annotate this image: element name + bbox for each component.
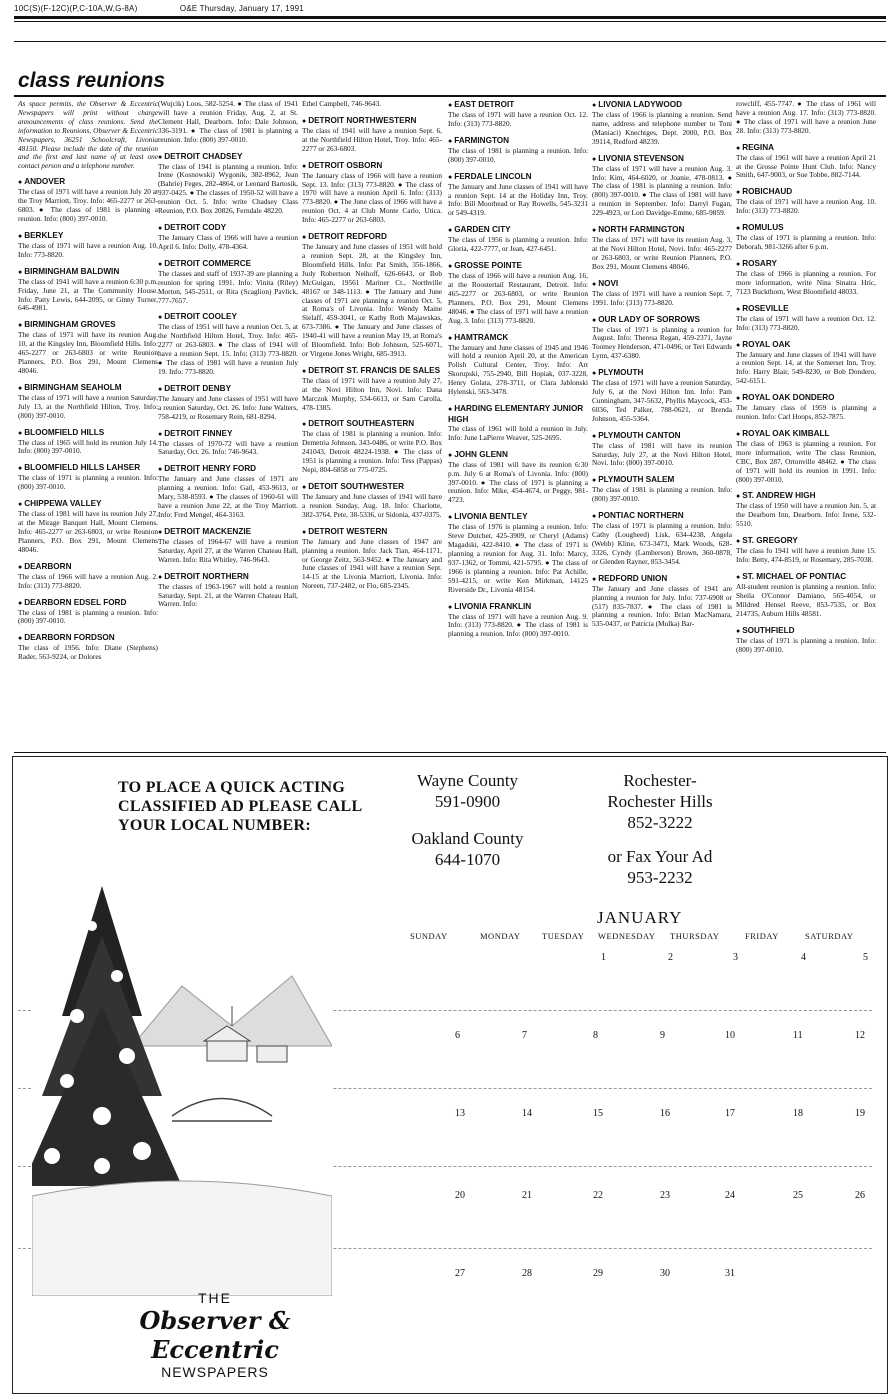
reunion-details: The class of 1963 is planning a reunion. For more information, write The class Reunion, CBC, Box 287, Ortonville 48462. ● The class of 1971 will hold its reunion in 1991. Info: (800) 397-0010. [736, 438, 876, 484]
reunion-details: The class of 1981 will have its reunion Saturday, July 27, at the Novi Hilton Hotel, Novi. Info: (800) 397-0010. [592, 440, 732, 468]
reunion-details: The January and June classes of 1947 are planning a reunion. Info: Jack Tian, 464-1171, or George Zeitz, 563-9452. ● The January and June classes of 1941 will have a reunion Sept. 14-15 at the Livonia Marriott, Livonia. Info: Noreen, 737-2482, or Flo, 685-2345. [302, 536, 442, 591]
reunion-details: The class of 1971 is planning a reunion. Info: (800) 397-0010. [736, 635, 876, 654]
reunion-column [448, 100, 588, 752]
reunion-details: The class of 1971 will have a reunion Aug. 9. Info: (313) 773-8820. ● The class of 1981 is planning a reunion. Info: (800) 397-0010. [448, 611, 588, 639]
reunion-entry [158, 152, 298, 216]
school-name: ● BIRMINGHAM SEAHOLM [18, 383, 158, 394]
page-header [14, 4, 304, 13]
school-name: ● SOUTHFIELD [736, 626, 876, 637]
reunion-entry [158, 100, 298, 145]
reunion-entry [302, 100, 442, 109]
reunion-entry [18, 177, 158, 224]
weekday-label: WEDNESDAY [598, 931, 656, 941]
reunion-entry [448, 512, 588, 594]
reunion-details: The January class of 1966 will have a reunion Sept. 13. Info: (313) 773-8820. ● The class of 1970 will have a reunion April 6. Info: (313) 773-8820. ● The June class of 1966 will have a reunion Oct. 4 at Club Monte Carlo, Utica. Info: 465-2277 or 263-6803. [302, 170, 442, 225]
header-rule-thin [14, 21, 886, 22]
reunion-details: The class of 1971 is planning a reunion. Info: Cathy (Lougheed) Lisk, 634-4238, Angela (Webb) Kline, 673-3473, Mark Woods, 628-3326, Cyndy (Lamberson) Brown, 360-0878, or Glenden Rayner, 853-3454. [592, 521, 732, 566]
reunion-details: The January and June classes of 1941 will have a reunion Sunday, Aug. 18. Info: Charlotte, 382-3764, Pete, 38-5336, or Sidonia, 437-0375. [302, 492, 442, 519]
reunion-entry [18, 231, 158, 260]
reunion-entry [158, 527, 298, 565]
reunion-entry [736, 393, 876, 422]
logo-masthead: Observer & Eccentric [139, 1306, 291, 1364]
calendar-day: 24 [725, 1190, 735, 1201]
header-rule [14, 16, 886, 19]
reunion-entry [448, 100, 588, 129]
reunion-entry [18, 499, 158, 555]
school-name: ● DETROIT SOUTHEASTERN [302, 419, 442, 430]
reunion-entry [448, 136, 588, 165]
reunion-entry [18, 598, 158, 627]
reunion-details: The class of 1981 will have its reunion July 27, at the Mirage Banquet Hall, Mount Clemens. Info: 465-2277 or 263-6803, or write Reunion Planners, P.O. Box 291, Mount Clemens 48046. [18, 509, 158, 554]
reunion-column [736, 100, 876, 752]
reunion-details: The class of 1976 is planning a reunion. Info: Steve Dutcher, 425-3909, or Cheryl (Adams) Magadski, 422-8410. ● The class of 1971 is planning a reunion for Aug. 31. Info: Marcy, 937-1362, or Tommi, 421-5795. ● The class of 1966 is planning a reunion. Info: Pat Achille, 591-4215, or write Ken Mirkman, 14125 Riverside Dr., Livonia 48154. [448, 522, 588, 594]
rochester-block [585, 770, 735, 833]
reunion-details: The class of 1971 will have a reunion Saturday, July 6, at the Novi Hilton Inn. Info: Pam Cunningham, 347-5632, Phyllis Maycock, 453-6036, Ted Palker, 788-0621, or Brenda Johnson, 455-5364. [592, 378, 732, 423]
school-name: ● ST. GREGORY [736, 536, 876, 547]
reunion-entry [18, 428, 158, 457]
reunion-details: The January and June classes of 1941 will have a reunion Sept. 14, at the Somerset Inn, Troy. Info: Harry Blair, 549-8230, or Bob Dondero, 542-6151. [736, 349, 876, 386]
school-name: ● DETROIT CHADSEY [158, 152, 298, 163]
reunion-entry [302, 527, 442, 591]
reunion-entry [302, 161, 442, 225]
school-name: ● DETROIT MACKENZIE [158, 527, 298, 538]
school-name: ● BIRMINGHAM BALDWIN [18, 267, 158, 278]
calendar-day: 12 [855, 1030, 865, 1041]
reunion-details: The class of 1971 is planning a reunion. Info: Deborah, 981-3266 after 6 p.m. [736, 233, 876, 252]
reunion-entry [736, 429, 876, 485]
winter-tree-illustration [32, 866, 332, 1296]
school-name: ● DETROIT ST. FRANCIS DE SALES [302, 366, 442, 377]
reunion-details: The January and June classes of 1941 will have a reunion Sept. 14 at the Holiday Inn, Troy. Info: Bill Moorhead or Ray Rowells, 545-3231 or 549-4319. [448, 181, 588, 218]
calendar-day: 13 [455, 1108, 465, 1119]
calendar-day: 1 [601, 952, 606, 963]
school-name: ● ROSARY [736, 259, 876, 270]
reunion-details: The class of 1981 is planning a reunion. Info: (800) 397-0010. [18, 607, 158, 626]
oakland-county-phone: 644-1070 [434, 850, 501, 869]
calendar-day: 22 [593, 1190, 603, 1201]
reunion-entry [736, 626, 876, 655]
school-name: ● JOHN GLENN [448, 450, 588, 461]
school-name: ● DETROIT OSBORN [302, 161, 442, 172]
reunion-details: The class of 1941 is planning a reunion. Info: Irene (Kosnowski) Wygonik, 382-8962, Jean (Bahrie) Feges, 282-4864, or Leonard Bartosik, 937-0425. ● The classes of 1950-52 will have a reunion Oct. 5. Info: write Chadsey Class Reunion, P.O. Box 20826, Ferndale 48220. [158, 161, 298, 216]
reunion-details: The class of 1971 is planning a reunion. Info: (800) 397-0010. [18, 473, 158, 492]
logo-the: THE [198, 1290, 232, 1306]
reunion-entry [302, 482, 442, 520]
reunion-column [158, 100, 298, 752]
reunion-details: The classes of 1970-72 will have a reunion Saturday, Oct. 26. Info: 746-9643. [158, 438, 298, 457]
reunion-entry [448, 450, 588, 506]
school-name: ● DETROIT CODY [158, 223, 298, 234]
reunion-entry [592, 431, 732, 469]
calendar-day: 14 [522, 1108, 532, 1119]
oakland-county-block [395, 828, 540, 870]
school-name: ● DETROIT FINNEY [158, 429, 298, 440]
reunion-column [18, 100, 158, 752]
reunion-details: The class of 1971 is planning a reunion for August. Info: Theresa Regan, 459-2371, Jayne Toomey Henderson, 471-0496, or Teri Edwards Lynn, 437-6380. [592, 324, 732, 361]
school-name: ● PONTIAC NORTHERN [592, 511, 732, 522]
reunion-entry [18, 633, 158, 662]
school-name: ● OUR LADY OF SORROWS [592, 315, 732, 326]
reunion-entry [592, 511, 732, 567]
reunion-entry [592, 475, 732, 504]
fax-block [585, 846, 735, 888]
school-name: ● NOVI [592, 279, 732, 290]
reunion-details: The class of 1966 is planning a reunion. For more information, write Nina Sinatra Hric, 7123 Buckthorn, West Bloomfield 48033. [736, 268, 876, 296]
ad-headline: TO PLACE A QUICK ACTING CLASSIFIED AD PLEASE CALL YOUR LOCAL NUMBER: [118, 779, 362, 834]
reunion-details: The classes and staff of 1937-39 are planning a reunion for spring 1991. Info: Vinita (Riley) Morton, 545-2511, or Rita (Scaglion) Pavlick, 777-7657. [158, 268, 298, 305]
school-name: ● ROYAL OAK KIMBALL [736, 429, 876, 440]
reunion-entry [592, 225, 732, 272]
reunion-entry [592, 279, 732, 308]
reunion-entry [448, 261, 588, 325]
calendar-day: 21 [522, 1190, 532, 1201]
weekday-label: THURSDAY [670, 931, 720, 941]
calendar-day: 3 [733, 952, 738, 963]
wayne-county-phone: 591-0900 [434, 792, 501, 811]
calendar-day: 29 [593, 1268, 603, 1279]
school-name: ● FARMINGTON [448, 136, 588, 147]
school-name: ● ROYAL OAK DONDERO [736, 393, 876, 404]
reunion-details: The class fo 1941 will have a reunion June 15. Info: Betty, 474-8519, or Rosemary, 285-7038. [736, 546, 876, 565]
header-date: O&E Thursday, January 17, 1991 [179, 4, 304, 13]
calendar-day: 11 [793, 1030, 803, 1041]
reunion-details: The class of 1971 will have its reunion Aug. 10, at the Kingsley Inn, Bloomfield Hills. Info: 465-2277 or 263-6803 or write Reunion Planners, P.O. Box 291, Mount Clemens 48046. [18, 330, 158, 375]
header-section-codes: 10C(S)(F-12C)(P,C-10A,W,G-8A) [14, 4, 138, 13]
school-name: ● BLOOMFIELD HILLS LAHSER [18, 463, 158, 474]
school-name: ● DETROIT COOLEY [158, 312, 298, 323]
reunion-details: The class of 1965 will hold its reunion July 14. Info: (800) 397-0010. [18, 437, 158, 456]
reunion-entry [18, 562, 158, 591]
reunion-details: The class of 1961 will hold a reunion in July. Info: June LaPierre Weaver, 525-2695. [448, 423, 588, 442]
school-name: ● ROMULUS [736, 223, 876, 234]
reunion-entry [158, 464, 298, 520]
reunion-details: The class of 1981 is planning a reunion. Info: Demetria Johnson, 343-0486, or write P.O. Box 241043, Detroit 48224-1938. ● The class of 1951 is planning a reunion. Info: Tess (Pappas) Nepi, 804-6858 or 775-0725. [302, 429, 442, 475]
weekday-label: MONDAY [480, 931, 521, 941]
reunion-entry [736, 304, 876, 333]
reunion-details: The class of 1966 will have a reunion Aug. 2. Info: (313) 773-8820. [18, 571, 158, 590]
calendar-day: 2 [668, 952, 673, 963]
reunion-details: The class of 1971 will have a reunion July 20 at the Troy Marriott, Troy. Info: 465-2277 or 263-6803. ● The class of 1981 is planning a reunion. Info: (800) 397-0010. [18, 187, 158, 223]
wayne-county-block [395, 770, 540, 812]
reunion-entry [736, 259, 876, 297]
school-name: ● GARDEN CITY [448, 225, 588, 236]
reunion-details: The class of 1971 will have its reunion Aug. 3, at the Novi Hilton Hotel, Novi. Info: 465-2277 or 263-6803, or write Reunion Planners, P.O. Box 291, Mount Clemens 48046. [592, 235, 732, 271]
reunion-details: The January Class of 1966 will have a reunion April 6. Info: Dolly, 478-4364. [158, 232, 298, 251]
reunion-entry [736, 223, 876, 252]
section-rule [14, 41, 886, 42]
school-name: ● LIVONIA STEVENSON [592, 154, 732, 165]
school-name: ● DETROIT WESTERN [302, 527, 442, 538]
school-name: ● PLYMOUTH CANTON [592, 431, 732, 442]
calendar-day: 8 [593, 1030, 598, 1041]
school-name: ● LIVONIA FRANKLIN [448, 602, 588, 613]
reunion-entry [736, 340, 876, 387]
reunion-details: The class of 1961 will have a reunion April 21 at the Grosse Pointe Hunt Club. Info: Nancy Smith, 647-9003, or Sue Tobbe, 882-7144. [736, 152, 876, 180]
calendar-day: 15 [593, 1108, 603, 1119]
reunion-details: The January and June classes of 1945 and 1946 will hold a reunion April 20, at the American Polish Cultural Center, Troy. Info: Art Skorupski, 755-2940, Bill Hopiak, 037-3228, Henry Golata, 278-3711, or Clara Jablonski Hylenski, 563-3478. [448, 342, 588, 397]
reunion-details: The class of 1971 will have a reunion Sept. 7, 1991. Info: (313) 773-8820. [592, 288, 732, 307]
reunion-details: The class of 1956 is planning a reunion. Info: Gloria, 422-7777, or Jean, 427-6451. [448, 235, 588, 254]
calendar-day: 23 [660, 1190, 670, 1201]
reunion-details: The class of 1981 is planning a reunion. Info: (800) 397-0010. [448, 145, 588, 164]
calendar-month: JANUARY [597, 908, 683, 927]
reunion-details: The class of 1951 will have a reunion Oct. 5, at the Northfield Hilton Hotel, Troy. Info: 465-2277 or 263-6803. ● The class of 1941 will have a reunion Sept. 15. Info: (313) 773-8820. ● The class of 1981 will have a reunion July 19. Info: 773-8820. [158, 322, 298, 376]
reunion-details: The January and June classes of 1951 will have a reunion Saturday, Oct. 26. Info: June Walters, 758-4219, or Rosemary Rein, 681-8294. [158, 393, 298, 421]
calendar-day: 9 [660, 1030, 665, 1041]
oakland-county-label: Oakland County [411, 829, 524, 848]
reunion-entry [158, 429, 298, 458]
school-name: ● ANDOVER [18, 177, 158, 188]
reunion-entry [18, 463, 158, 492]
reunion-entry [448, 225, 588, 254]
reunion-entry [736, 143, 876, 181]
school-name: ● HARDING ELEMENTARY JUNIOR HIGH [448, 404, 588, 425]
school-name: ● DETROIT NORTHERN [158, 572, 298, 583]
calendar-day: 10 [725, 1030, 735, 1041]
reunion-details: Ethel Campbell, 746-9643. [302, 100, 382, 108]
calendar-day: 7 [522, 1030, 527, 1041]
reunion-details: (Wujcik) Loos, 582-5254. ● The class of 1941 will have a reunion Friday, Aug. 2, at St. Clement Hall, Dearborn. Info: Dale Johnson, 336-3191. ● The class of 1981 is planning a reunion. Info: (800) 397-0010. [158, 100, 298, 144]
reunion-entry [302, 116, 442, 154]
school-name: ● PLYMOUTH [592, 368, 732, 379]
calendar-day: 19 [855, 1108, 865, 1119]
reunion-entry [18, 320, 158, 376]
reunion-entry [158, 223, 298, 252]
reunion-details: The January and June classes of 1941 are planning a reunion for July. Info: 737-6908 or (517) 835-7837. ● The class of 1981 is planning a reunion. Info: Brian MacNamara, 535-0437, or Patricia (Mulka) Bar- [592, 583, 732, 629]
section-title: class reunions [18, 69, 166, 92]
reunion-details: The class of 1941 will have a reunion 6:30 p.m. Friday, June 21, at The Community House. Info: Patty Lewis, 644-2095, or Ginny Turner, 646-4981. [18, 276, 158, 313]
school-name: ● FERDALE LINCOLN [448, 172, 588, 183]
reunion-entry [302, 419, 442, 475]
school-name: ● HAMTRAMCK [448, 333, 588, 344]
reunion-entry [736, 536, 876, 565]
reunion-entry [448, 333, 588, 397]
calendar-day: 18 [793, 1108, 803, 1119]
reunion-details: The class of 1971 will have a reunion Oct. 12. Info: (313) 773-8820. [448, 110, 588, 128]
reunion-details: The class of 1971 will have a reunion Aug. 10. Info: (313) 773-8820. [736, 197, 876, 216]
school-name: ● CHIPPEWA VALLEY [18, 499, 158, 510]
school-name: ● DETROIT NORTHWESTERN [302, 116, 442, 127]
reunion-entry [158, 384, 298, 422]
rochester-label: Rochester- [623, 771, 697, 790]
reunion-details: The class of 1966 will have a reunion Aug. 16, at the Roostertail Restaurant, Detroit. Info: 465-2277 or 263-6803, or write Reunion Planners, P.O. Box 291, Mount Clemens 48046. ● The class of 1971 will have a reunion Aug. 3. Info: (313) 773-8820. [448, 271, 588, 325]
reunion-entry [736, 100, 876, 136]
school-name: ● LIVONIA LADYWOOD [592, 100, 732, 111]
reunion-details: The class of 1971 will have a reunion Oct. 12. Info: (313) 773-8820. [736, 313, 876, 332]
logo-newspapers: NEWSPAPERS [161, 1364, 269, 1380]
wayne-county-label: Wayne County [416, 771, 519, 790]
reunion-details: rowcliff, 455-7747. ● The class of 1961 will have a reunion Aug. 17. Info: (313) 773-8820. ● The class of 1971 will have a reunion June 28. Info: (313) 773-8820. [736, 100, 876, 135]
reunion-entry [736, 187, 876, 216]
calendar-day: 26 [855, 1190, 865, 1201]
reunion-entry [736, 491, 876, 529]
intro-text: As space permits, the Observer & Eccentric Newspapers will print without charge announcements of class reunions. Send the information to Reunions, Observer & Eccentric Newspapers, 36251 Schoolcraft, Livonia 48150. Please include the date of the reunion and the first and last name of at least one contact person and a telephone number. [18, 100, 158, 171]
reunion-details: The class of 1941 will have a reunion Sept. 6, at the Northfield Hilton Hotel, Troy. Info: 465-2277 or 263-6803. [302, 125, 442, 153]
calendar-day: 25 [793, 1190, 803, 1201]
reunion-details: The class of 1971 will have a reunion Aug. 3. Info: Kim, 464-6020, or Joanie, 478-0813. ● The class of 1981 is planning a reunion. Info: (800) 397-0010. ● The class of 1981 will have a reunion in September. Info: Darryl Fugan, 229-4923, or Lori Davidge-Emme, 685-9859. [592, 163, 732, 218]
reunion-entry [302, 232, 442, 359]
reunion-details: All-student reunion is planning a reunion. Info: Sheila O'Connor Damiano, 565-4054, or Mildred Hensel Reeve, 853-7535, or Box 214735, Auburn Hills 48581. [736, 582, 876, 618]
reunion-details: The class of 1950 will have a reunion Jun. 5, at the Dearborn Inn, Dearborn. Info: Irene, 532-5510. [736, 501, 876, 529]
reunion-details: The class of 1981 is planning a reunion. Info: (800) 397-0010. [592, 485, 732, 504]
calendar-day: 28 [522, 1268, 532, 1279]
school-name: ● REDFORD UNION [592, 574, 732, 585]
reunion-entry [158, 259, 298, 306]
newspaper-logo [85, 1290, 345, 1380]
school-name: ● DETROIT DENBY [158, 384, 298, 395]
reunion-entry [448, 404, 588, 443]
reunion-entry [592, 154, 732, 218]
school-name: ● ROYAL OAK [736, 340, 876, 351]
reunion-entry [736, 572, 876, 619]
calendar-day: 30 [660, 1268, 670, 1279]
reunion-entry [592, 100, 732, 147]
rochester-hills-label: Rochester Hills [607, 792, 713, 811]
school-name: ● REGINA [736, 143, 876, 154]
calendar-day: 5 [863, 952, 868, 963]
reunion-entry [448, 602, 588, 640]
school-name: ● PLYMOUTH SALEM [592, 475, 732, 486]
calendar-day: 16 [660, 1108, 670, 1119]
columns-bottom-rule [14, 752, 886, 753]
school-name: ● DETOIT SOUTHWESTER [302, 482, 442, 493]
calendar-day: 31 [725, 1268, 735, 1279]
school-name: ● BERKLEY [18, 231, 158, 242]
reunion-entry [592, 574, 732, 630]
reunion-details: The class of 1971 will have a reunion Saturday, July 13, at the Northfield Hilton, Troy. Info: (800) 397-0010. [18, 392, 158, 420]
school-name: ● ROSEVILLE [736, 304, 876, 315]
school-name: ● DEARBORN EDSEL FORD [18, 598, 158, 609]
school-name: ● NORTH FARMINGTON [592, 225, 732, 236]
reunion-details: The class of 1971 will have a reunion July 27, at the Novi Hilton Inn, Novi. Info: Dana Marczuk Murphy, 534-6613, or Sam Carolla, 478-1385. [302, 375, 442, 412]
reunion-entry [302, 366, 442, 413]
reunion-column [302, 100, 442, 752]
school-name: ● EAST DETROIT [448, 100, 588, 111]
reunion-details: The January class of 1959 is planning a reunion. Info: Carl Hoops, 852-7875. [736, 403, 876, 422]
reunion-entry [158, 572, 298, 610]
reunion-column [592, 100, 732, 752]
school-name: ● DEARBORN FORDSON [18, 633, 158, 644]
reunion-entry [18, 383, 158, 421]
reunion-entry [448, 172, 588, 219]
calendar-day: 27 [455, 1268, 465, 1279]
reunion-details: The classes of 1964-67 will have a reunion Saturday, April 27, at the Warren Chateau Hall, Warren. Info: Rita Whitley, 746-9643. [158, 536, 298, 564]
calendar-day: 6 [455, 1030, 460, 1041]
fax-label: or Fax Your Ad [607, 847, 713, 866]
reunion-entry [158, 312, 298, 376]
reunion-details: The class of 1971 will have a reunion Aug. 10. Info: 773-8820. [18, 240, 158, 259]
calendar-day: 20 [455, 1190, 465, 1201]
reunion-details: The class of 1966 is planning a reunion. Send name, address and telephone number to Toni (Maniaci) Knechtges, Dept. 2000, P.O. Box 39114, Redford 48239. [592, 110, 732, 146]
school-name: ● DETROIT COMMERCE [158, 259, 298, 270]
school-name: ● DEARBORN [18, 562, 158, 573]
calendar-day: 4 [801, 952, 806, 963]
reunion-details: The class of 1956. Info: Diane (Stephens) Rader, 563-9224, or Dolores [18, 643, 158, 662]
reunion-details: The classes of 1963-1967 will hold a reunion Saturday, Sept. 21, at the Warren Chateau Hall, Warren. Info: [158, 581, 298, 609]
reunion-details: The January and June classes of 1951 will hold a reunion Sept. 28, at the Kingsley Inn, Bloomfield Hills. Info: Pat Smith, 356-1866, Judy Robertson Neihoff, 626-6643, or Bob McGuigan, 19561 Mariner Ct., Northville 48167 or 348-1113. ● The January and June classes of 1971 are planning a reunion Oct. 5, at Roma's of Livonia. Info: Wendy Maine Sielaff, 459-3041, or Kathy Roth Majawskas, 673-7386. ● The January and June classes of 1940-41 will have a reunion May 19, at Roma's of Bloomfield. Info: Bob Johnson, 525-6071, or Virgene Jones Wright, 685-3913. [302, 242, 442, 358]
school-name: ● GROSSE POINTE [448, 261, 588, 272]
reunion-entry [592, 368, 732, 424]
school-name: ● ST. MICHAEL OF PONTIAC [736, 572, 876, 583]
school-name: ● DETROIT HENRY FORD [158, 464, 298, 475]
weekday-label: SATURDAY [805, 931, 854, 941]
reunion-entry [18, 267, 158, 314]
school-name: ● BIRMINGHAM GROVES [18, 320, 158, 331]
weekday-label: SUNDAY [410, 931, 448, 941]
reunion-details: The class of 1981 will have its reunion 6:30 p.m. July 6 at Roma's of Livonia. Info: (800) 397-0010. ● The class of 1971 is planning a reunion. Info: Mike, 454-4674, or Peggy, 981-4723. [448, 459, 588, 505]
fax-phone: 953-2232 [627, 868, 693, 887]
calendar-day: 17 [725, 1108, 735, 1119]
rochester-phone: 852-3222 [627, 813, 693, 832]
reunion-entry [592, 315, 732, 362]
school-name: ● BLOOMFIELD HILLS [18, 428, 158, 439]
school-name: ● ST. ANDREW HIGH [736, 491, 876, 502]
weekday-label: FRIDAY [745, 931, 779, 941]
title-rule [14, 95, 886, 97]
reunion-details: The January and June classes of 1971 are planning a reunion. Info: Gail, 453-9613, or Mary, 538-8593. ● The classes of 1960-61 will have a reunion June 22, at the Troy Marriott. Info: Fred Mengel, 464-3163. [158, 474, 298, 519]
school-name: ● ROBICHAUD [736, 187, 876, 198]
school-name: ● DETROIT REDFORD [302, 232, 442, 243]
school-name: ● LIVONIA BENTLEY [448, 512, 588, 523]
weekday-label: TUESDAY [542, 931, 585, 941]
